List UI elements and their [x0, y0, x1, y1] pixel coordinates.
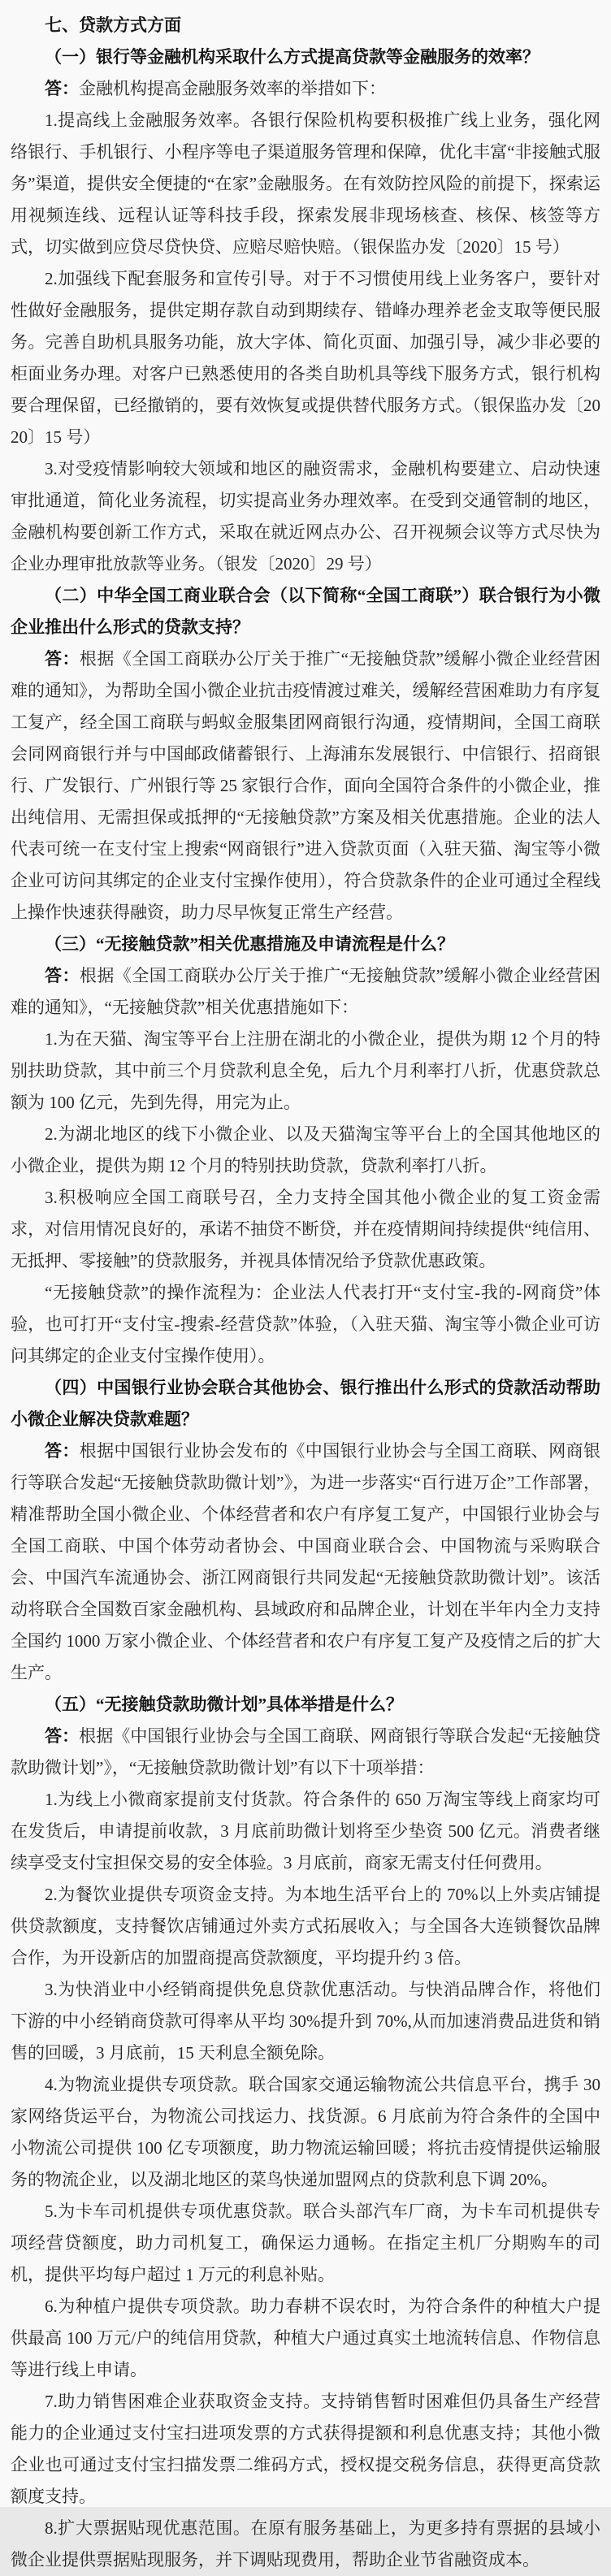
body-paragraph: 2.为餐饮业提供专项资金支持。为本地生活平台上的 70%以上外卖店铺提供贷款额度，支持餐饮店铺通过外卖方式拓展收入；与全国各大连锁餐饮品牌合作，为开设新店的加盟商提高贷款额度，平均提升约 3 倍。 — [11, 1885, 600, 1968]
section-title: 七、贷款方式方面 — [45, 15, 181, 35]
body-paragraph: 3.积极响应全国工商联号召，全力支持全国其他小微企业的复工资金需求，对信用情况良好的，承诺不抽贷不断贷，并在疫情期间持续提供“纯信用、无抵押、零接触”的贷款服务，并视具体情况给予贷款优惠政策。 — [11, 1188, 600, 1271]
body-paragraph: 6.为种植户提供专项贷款。助力春耕不误农时，为符合条件的种植大户提供最高 100 万元/户的纯信用贷款，种植大户通过真实土地流转信息、作物信息等进行线上申请。 — [11, 2297, 600, 2379]
answer-text: 根据《全国工商联办公厅关于推广“无接触贷款”缓解小微企业经营困难的通知》，为帮助全国小微企业抗击疫情渡过难关，缓解经营困难助力有序复工复产，经全国工商联与蚂蚁金服集团网商银行沟通，疫情期间，全国工商联会同网商银行并与中国邮政储蓄银行、上海浦东发展银行、中信银行、招商银行、广发银行、广州银行等 25 家银行合作，面向全国符合条件的小微企业，推出纯信用、无需担保或抵押的“无接触贷款”方案及相关优惠措施。企业的法人代表可统一在支付宝上搜索“网商银行”进入贷款页面（入驻天猫、淘宝等小微企业可访问其绑定的企业支付宝操作使用），符合贷款条件的企业可通过全程线上操作快速获得融资，助力尽早恢复正常生产经营。 — [11, 649, 601, 922]
answer-paragraph — [11, 1435, 600, 1689]
body-paragraph: 7.助力销售困难企业获取资金支持。支持销售暂时困难但仍具备生产经营能力的企业通过支付宝扫进项发票的方式获得提额和利息优惠支持；其他小微企业也可通过支付宝扫描发票二维码方式，授权提交税务信息，获得更高贷款额度支持。 — [11, 2392, 600, 2506]
answer-paragraph — [11, 73, 600, 105]
answer-paragraph — [11, 643, 600, 929]
question-heading: （四）中国银行业协会联合其他协会、银行推出什么形式的贷款活动帮助小微企业解决贷款难题？ — [11, 1378, 600, 1429]
answer-lead: 答： — [45, 1441, 80, 1461]
body-paragraph: 1.为在天猫、淘宝等平台上注册在湖北的小微企业，提供为期 12 个月的特别扶助贷款，其中前三个月贷款利息全免，后九个月利率打八折，优惠贷款总额为 100 亿元，先到先得，用完为止。 — [11, 1029, 600, 1112]
body-paragraph: 2.为湖北地区的线下小微企业、以及天猫淘宝等平台上的全国其他地区的小微企业，提供为期 12 个月的特别扶助贷款，贷款利率打八折。 — [11, 1124, 600, 1175]
body-paragraph: 5.为卡车司机提供专项优惠贷款。联合头部汽车厂商，为卡车司机提供专项经营贷额度，助力司机复工，确保运力通畅。在指定主机厂分期购车的司机，提供平均每户超过 1 万元的利息补贴。 — [11, 2202, 600, 2284]
answer-lead: 答： — [45, 1726, 80, 1746]
body-paragraph: 2.加强线下配套服务和宣传引导。对于不习惯使用线上业务客户，要针对性做好金融服务，提供定期存款自动到期续存、错峰办理养老金支取等便民服务。完善自助机具服务功能，放大字体、简化页面、加强引导，减少非必要的柜面业务办理。对客户已熟悉使用的各类自助机具等线下服务方式，银行机构要合理保留，已经撤销的，要有效恢复或提供替代服务方式。（银保监办发〔2020〕15 号） — [11, 269, 600, 447]
question-heading: （三）“无接触贷款”相关优惠措施及申请流程是什么？ — [45, 934, 454, 954]
body-paragraph: 1.提高线上金融服务效率。各银行保险机构要积极推广线上业务，强化网络银行、手机银行、小程序等电子渠道服务管理和保障，优化丰富“非接触式服务”渠道，提供安全便捷的“在家”金融服务。在有效防控风险的前提下，探索运用视频连线、远程认证等科技手段，探索发展非现场核查、核保、核签等方式，切实做到应贷尽贷快贷、应赔尽赔快赔。（银保监办发〔2020〕15 号） — [11, 110, 600, 257]
answer-lead: 答： — [45, 649, 80, 669]
answer-text: 根据中国银行业协会发布的《中国银行业协会与全国工商联、网商银行等联合发起“无接触贷款助微计划”》，为进一步落实“百行进万企”工作部署，精准帮助全国小微企业、个体经营者和农户有序复工复产，中国银行业协会与全国工商联、中国个体劳动者协会、中国商业联合会、中国物流与采购联合会、中国汽车流通协会、浙江网商银行共同发起“无接触贷款助微计划”。该活动将联合全国数百家金融机构、县域政府和品牌企业，计划在半年内全力支持全国约 1000 万家小微企业、个体经营者和农户有序复工复产及疫情之后的扩大生产。 — [11, 1441, 601, 1682]
document-body — [11, 10, 600, 2576]
question-heading: （一）银行等金融机构采取什么方式提高贷款等金融服务的效率？ — [45, 47, 540, 67]
answer-lead: 答： — [45, 79, 79, 98]
body-paragraph: 3.对受疫情影响较大领域和地区的融资需求，金融机构要建立、启动快速审批通道，简化业务流程，切实提高业务办理效率。在受到交通管制的地区，金融机构要创新工作方式，采取在就近网点办公、召开视频会议等方式尽快为企业办理审批放款等业务。（银发〔2020〕29 号） — [11, 459, 600, 574]
body-paragraph: “无接触贷款”的操作流程为：企业法人代表打开“支付宝-我的-网商贷”体验，也可打开“支付宝-搜索-经营贷款”体验，（入驻天猫、淘宝等小微企业可访问其绑定的企业支付宝操作使用）。 — [11, 1283, 600, 1366]
answer-text: 根据《全国工商联办公厅关于推广“无接触贷款”缓解小微企业经营困难的通知》，“无接触贷款”相关优惠措施如下： — [11, 966, 601, 1017]
question-heading: （五）“无接触贷款助微计划”具体举措是什么？ — [45, 1695, 403, 1714]
answer-text: 根据《中国银行业协会与全国工商联、网商银行等联合发起“无接触贷款助微计划”》，“无接触贷款助微计划”有以下十项举措： — [11, 1726, 600, 1777]
body-paragraph: 1.为线上小微商家提前支付货款。符合条件的 650 万淘宝等线上商家均可在发货后，申请提前收款，3 月底前助微计划将至少垫资 500 亿元。消费者继续享受支付宝担保交易的安全体验。3 月底前，商家无需支付任何费用。 — [11, 1790, 600, 1872]
body-paragraph: 3.为快消业中小经销商提供免息贷款优惠活动。与快消品牌合作，将他们下游的中小经销商贷款可得率从平均 30%提升到 70%,从而加速消费品进货和销售的回暖，3 月底前，15 天利息全额免除。 — [11, 1980, 600, 2063]
answer-paragraph — [11, 1721, 600, 1784]
body-paragraph: 4.为物流业提供专项贷款。联合国家交通运输物流公共信息平台，携手 30 家网络货运平台，为物流公司找运力、找货源。6 月底前为符合条件的全国中小物流公司提供 100 亿专项额度，助力物流运输回暖；将抗击疫情提供运输服务的物流企业，以及湖北地区的菜鸟快递加盟网点的贷款利息下调 20%。 — [11, 2075, 600, 2189]
question-heading: （二）中华全国工商业联合会（以下简称“全国工商联”）联合银行为小微企业推出什么形式的贷款支持？ — [11, 586, 600, 637]
body-paragraph: 8.扩大票据贴现优惠范围。在原有服务基础上，为更多持有票据的县域小微企业提供票据贴现服务，并下调贴现费用，帮助企业节省融资成本。 — [11, 2518, 600, 2570]
answer-paragraph — [11, 960, 600, 1024]
answer-lead: 答： — [45, 966, 80, 985]
answer-text: 金融机构提高金融服务效率的举措如下： — [79, 79, 386, 98]
